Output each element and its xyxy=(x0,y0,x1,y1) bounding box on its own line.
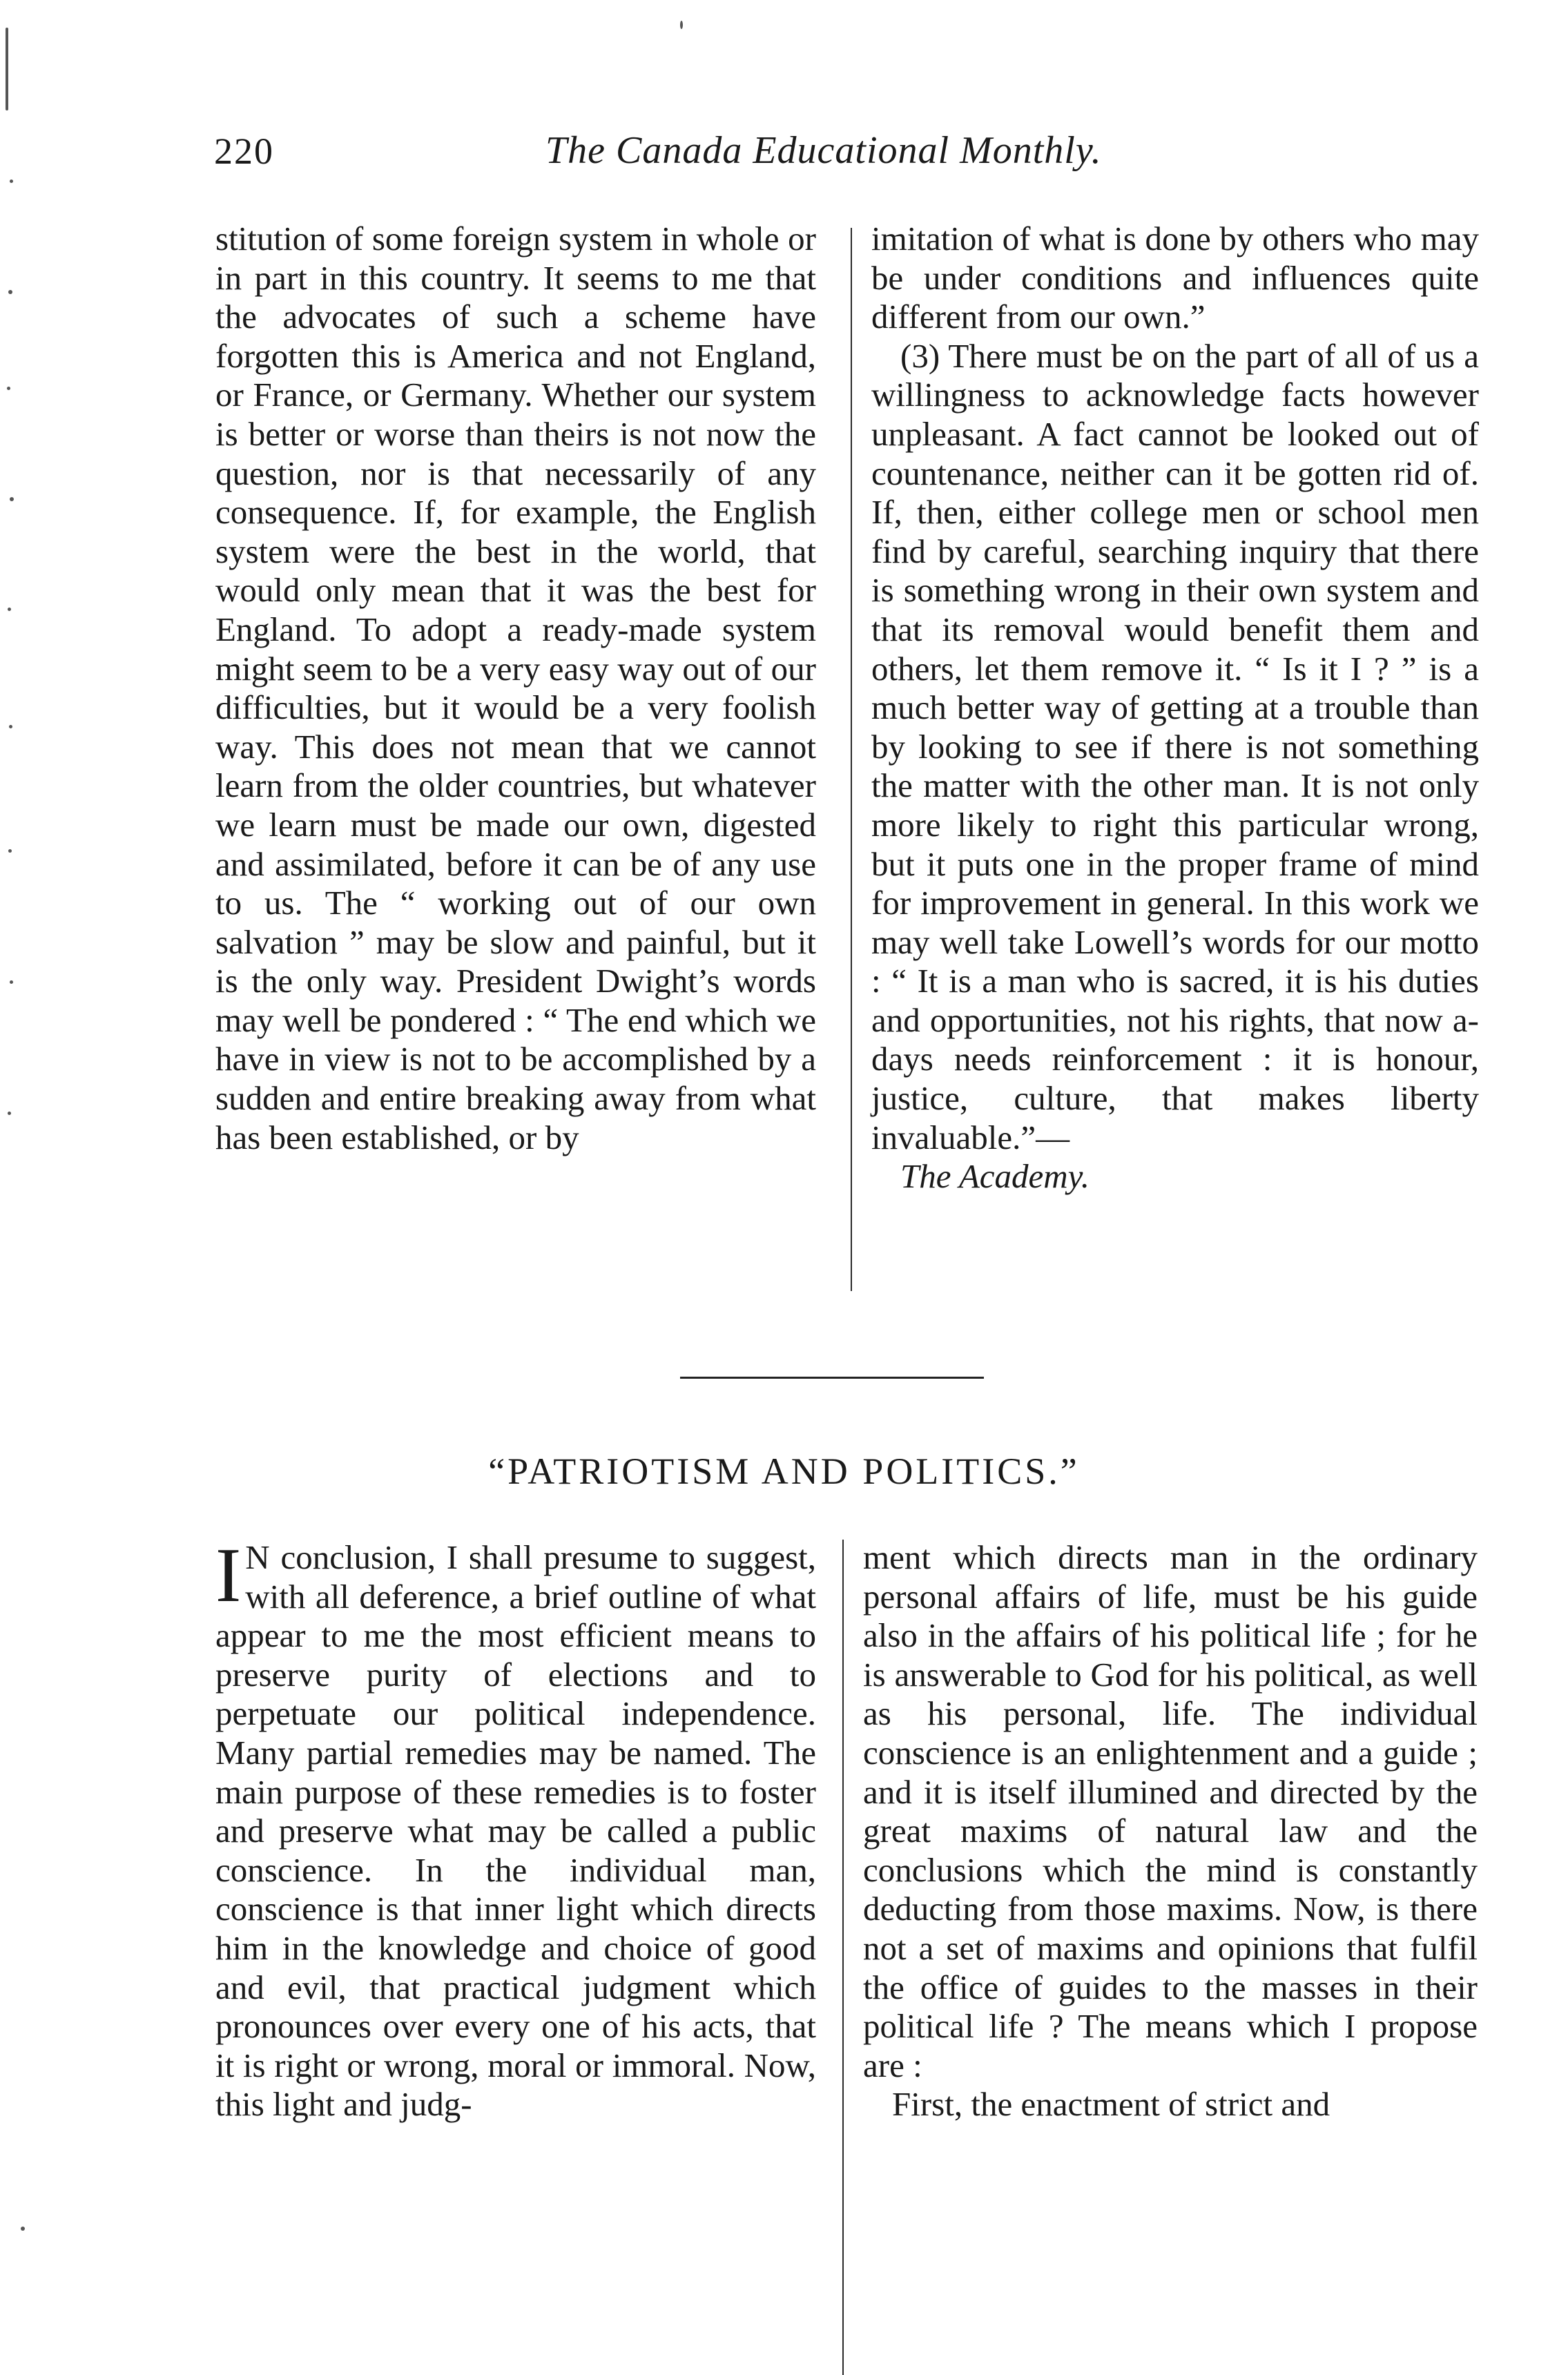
scan-speck xyxy=(7,387,10,390)
scan-speck xyxy=(10,497,14,501)
scan-speck xyxy=(21,2227,25,2231)
article2-left-text: N conclusion, I shall presume to suggest, with all deference, a brief outline of what appear to me the most efficient means to preserve purity of elections and to perpetuate our political independence. Many partial remedies may be named. The main purpose of these remedies is to foster and preserve what may be called a public conscience. In the individual man, conscience is that inner light which directs him in the knowledge and choice of good and evil, that practical judgment which pronounces over every one of his acts, that it is right or wrong, moral or immoral. Now, this light and judg- xyxy=(215,1538,816,2124)
scan-speck xyxy=(10,180,13,183)
scan-speck xyxy=(8,290,12,294)
scan-speck xyxy=(8,849,12,853)
article1-right-paragraph-2-text: (3) There must be on the part of all of us a willingness to acknowledge facts however unpleasant. A fact cannot be looked out of countenance, neither can it be gotten rid of. If, then, either college men or school men find by careful, searching inquiry that there is something wrong in their own system and that its removal would benefit them and others, let them remove it. “ Is it I ? ” is a much better way of getting at a trouble than by looking to see if there is not something the matter with the other man. It is not only more likely to right this particular wrong, but it puts one in the proper frame of mind for improvement in general. In this work we may well take Lowell’s words for our motto : “ It is a man who is sacred, it is his duties and opportunities, not his rights, that now a-days needs reinforcement : it is honour, justice, culture, that makes liberty invaluable.”— xyxy=(871,336,1479,1156)
article2-right-paragraph-1: ment which directs man in the ordinary personal affairs of life, must be his guide also in the affairs of his political life ; for he is answerable to God for his political, as well as his personal, life. The individual conscience is an enlightenment and a guide ; and it is itself illumined and directed by the great maxims of natural law and the conclusions which the mind is constantly deducting from those maxims. Now, is there not a set of maxims and opinions that fulfil the office of guides to the masses in their political life ? The means which I propose are : xyxy=(863,1538,1478,2084)
article2-right-column xyxy=(863,1538,1478,2124)
scan-speck xyxy=(6,28,8,110)
article1-right-column xyxy=(871,220,1479,1196)
article1-left-text: stitution of some foreign system in whole or in part in this country. It seems to me that the advocates of such a scheme have forgotten this is America and not England, or France, or Germany. Whether our system is better or worse than theirs is not now the question, nor is that necessarily of any consequence. If, for example, the English system were the best in the world, that would only mean that it was the best for England. To adopt a ready-made system might seem to be a very easy way out of our difficulties, but it would be a very foolish way. This does not mean that we cannot learn from the older countries, but whatever we learn must be made our own, digested and assimilated, before it can be of any use to us. The “ working out of our own salvation ” may be slow and painful, but it is the only way. President Dwight’s words may well be pondered : “ The end which we have in view is not to be accomplished by a sudden and entire breaking away from what has been established, or by xyxy=(215,220,816,1156)
column-divider-2 xyxy=(842,1540,844,2375)
article2-left-paragraph xyxy=(215,1533,816,2124)
article2-left-column xyxy=(215,1533,816,2124)
byline: The Academy. xyxy=(900,1157,1090,1196)
running-title: The Canada Educational Monthly. xyxy=(545,129,1102,172)
scan-speck xyxy=(10,980,13,984)
scan-speck xyxy=(9,725,12,728)
scan-speck xyxy=(8,1112,11,1115)
article2-right-paragraph-2: First, the enactment of strict and xyxy=(892,2085,1330,2124)
scan-speck xyxy=(8,608,11,611)
column-divider xyxy=(851,228,852,1291)
section-title: “PATRIOTISM AND POLITICS.” xyxy=(488,1451,1080,1492)
article1-left-column xyxy=(215,220,816,1157)
article1-right-paragraph-1: imitation of what is done by others who may be under conditions and influences quite different from our own.” xyxy=(871,220,1479,336)
section-divider xyxy=(680,1377,984,1379)
article1-right-paragraph-2 xyxy=(871,337,1479,1196)
scan-speck xyxy=(680,21,683,29)
page-number: 220 xyxy=(214,130,274,172)
drop-cap: I xyxy=(215,1533,242,1618)
